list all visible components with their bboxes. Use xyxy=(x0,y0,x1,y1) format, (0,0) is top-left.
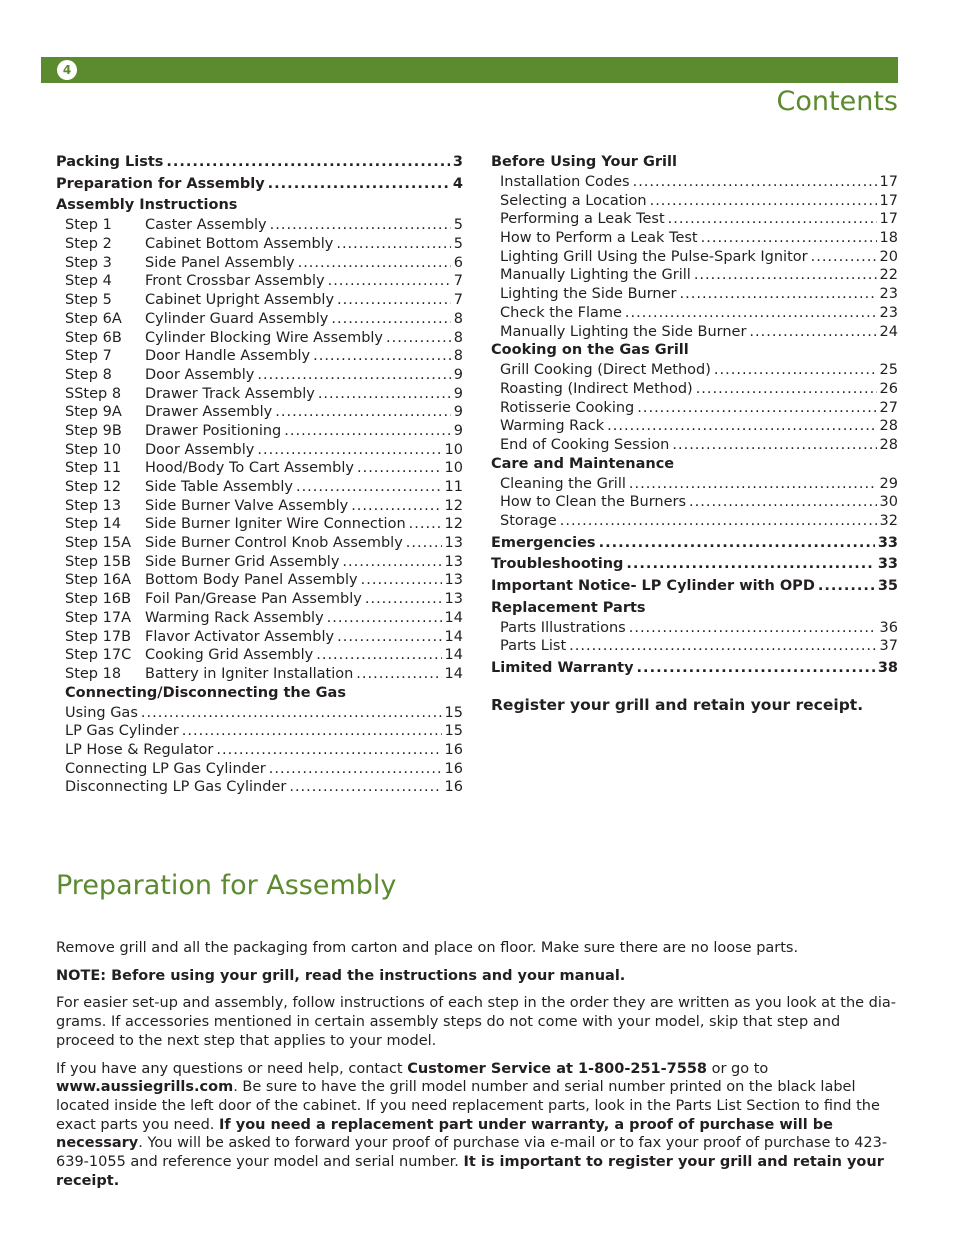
toc-entry[interactable] xyxy=(491,323,898,342)
toc-page-number: 6 xyxy=(453,254,463,271)
toc-entry[interactable]: Packing Lists ..... 3 xyxy=(56,153,463,172)
toc-cooking-list xyxy=(491,361,898,454)
toc-step-number: Step 18 xyxy=(65,665,122,682)
toc-leader-dots xyxy=(216,741,441,760)
toc-entry-label: Selecting a Location xyxy=(500,192,647,209)
toc-step-number: Step 4 xyxy=(65,273,112,290)
toc-leader-dots xyxy=(749,323,876,342)
toc-entry[interactable] xyxy=(56,628,463,647)
prep-note: NOTE: Before using your grill, read the instructions and your manual. xyxy=(56,967,626,984)
toc-entry-label: Lighting Grill Using the Pulse-Spark Ignitor xyxy=(500,248,808,265)
toc-leader-dots xyxy=(668,210,877,229)
toc-entry-label: Lighting the Side Burner xyxy=(500,286,677,303)
toc-leader-dots xyxy=(342,553,441,572)
toc-entry[interactable] xyxy=(491,637,898,656)
customer-service-phone: Customer Service at 1-800-251-7558 xyxy=(407,1060,707,1077)
toc-page-number: 13 xyxy=(444,535,463,552)
toc-section-heading: Care and Maintenance xyxy=(491,455,675,472)
toc-leader-dots xyxy=(289,778,441,797)
toc-entry-label: Manually Lighting the Grill xyxy=(500,267,691,284)
toc-before-list xyxy=(491,173,898,341)
toc-leader-dots xyxy=(357,459,442,478)
toc-step-number: Step 7 xyxy=(65,348,112,365)
page-number-badge: 4 xyxy=(57,60,77,80)
toc-step-number: Step 6B xyxy=(65,329,122,346)
toc-page-number: 8 xyxy=(453,329,463,346)
prep-paragraph: Remove grill and all the packaging from carton and place on floor. Make sure there are no loose parts. xyxy=(56,940,799,956)
toc-page-number: 9 xyxy=(453,404,463,421)
toc-entry-label: Drawer Assembly xyxy=(145,404,273,421)
toc-page-number: 24 xyxy=(879,323,898,340)
toc-entry-label: Cooking Grid Assembly xyxy=(145,647,314,664)
toc-page-number: 8 xyxy=(453,348,463,365)
toc-page-number: 9 xyxy=(453,385,463,402)
toc-page-number: 29 xyxy=(879,475,898,492)
toc-entry-label: Manually Lighting the Side Burner xyxy=(500,323,747,340)
toc-leader-dots xyxy=(689,493,877,512)
toc-entry-label: Parts Illustrations xyxy=(500,619,626,636)
toc-entry[interactable]: Emergencies ..... 33 xyxy=(491,534,898,553)
toc-page-number: 14 xyxy=(444,609,463,626)
toc-entry[interactable] xyxy=(491,192,898,211)
toc-page-number: 9 xyxy=(453,422,463,439)
toc-entry[interactable] xyxy=(56,291,463,310)
toc-leader-dots xyxy=(141,704,442,723)
toc-page-number: 23 xyxy=(879,304,898,321)
toc-page-number: 13 xyxy=(444,553,463,570)
toc-entry-label: Cleaning the Grill xyxy=(500,475,626,492)
toc-entry-label: How to Clean the Burners xyxy=(500,494,687,511)
contents-title: Contents xyxy=(776,86,898,117)
toc-leader-dots xyxy=(269,760,442,779)
toc-care-list xyxy=(491,475,898,531)
toc-leader-dots xyxy=(356,665,441,684)
toc-leader-dots xyxy=(336,235,450,254)
toc-entry[interactable]: Preparation for Assembly ..... 4 xyxy=(56,175,463,194)
toc-entry[interactable]: Troubleshooting ..... 33 xyxy=(491,555,898,574)
toc-page-number: 13 xyxy=(444,572,463,589)
toc-entry[interactable] xyxy=(491,304,898,323)
toc-step-number: SStep 8 xyxy=(65,385,122,402)
toc-entry-label: Roasting (Indirect Method) xyxy=(500,380,693,397)
toc-entry-label: Cabinet Upright Assembly xyxy=(145,292,335,309)
toc-leader-dots xyxy=(694,266,877,285)
register-note: Register your grill and retain your receipt. xyxy=(491,695,864,714)
toc-entry[interactable] xyxy=(56,646,463,665)
toc-leader-dots xyxy=(337,628,441,647)
toc-section-heading: Before Using Your Grill xyxy=(491,154,677,170)
toc-page-number: 17 xyxy=(879,192,898,209)
toc-leader-dots xyxy=(672,436,876,455)
toc-entry[interactable] xyxy=(56,272,463,291)
toc-page-number: 7 xyxy=(453,273,463,290)
toc-section-heading: Connecting/Disconnecting the Gas xyxy=(65,684,346,701)
toc-page-number: 7 xyxy=(453,292,463,309)
toc-leader-dots xyxy=(257,441,441,460)
toc-leader-dots xyxy=(318,385,451,404)
toc-entry-label: Warming Rack xyxy=(500,418,605,435)
toc-entry[interactable] xyxy=(491,173,898,192)
toc-step-number: Step 16A xyxy=(65,572,131,589)
toc-entry-label: Door Assembly xyxy=(145,366,255,383)
toc-leader-dots xyxy=(327,609,442,628)
toc-entry[interactable] xyxy=(56,534,463,553)
toc-leader-dots xyxy=(284,422,451,441)
toc-entry[interactable] xyxy=(56,459,463,478)
toc-page-number: 16 xyxy=(444,779,463,796)
toc-page-number: 16 xyxy=(444,741,463,758)
prep-contact-paragraph: If you have any questions or need help, contact Customer Service at 1-800-251-7558 or go to www.aussiegrills.com. Be sure to have the grill model number and serial number printed on the black label located inside the left door of the cabinet. If you need replacement parts, look in the Parts List Section to find the exact parts you need. If you need a replacement part under warranty, a proof of purchase will be necessary. You will be asked to forward your proof of purchase via e-mail or to fax your proof of purchase to 423-639-1055 and reference your model and serial number. It is important to register your grill and retain your receipt. xyxy=(56,1060,888,1189)
toc-leader-dots xyxy=(331,310,450,329)
toc-entry-label: Foil Pan/Grease Pan Assembly xyxy=(145,591,362,608)
toc-page-number: 27 xyxy=(879,399,898,416)
toc-entry-label: Side Burner Valve Assembly xyxy=(145,497,349,514)
toc-entry-label: Rotisserie Cooking xyxy=(500,399,635,416)
toc-entry[interactable] xyxy=(56,254,463,273)
toc-leader-dots xyxy=(625,304,877,323)
toc-page-number: 22 xyxy=(879,267,898,284)
toc-section-heading: Assembly Instructions xyxy=(56,197,238,214)
toc-entry[interactable] xyxy=(56,778,463,797)
toc-entry[interactable] xyxy=(491,493,898,512)
toc-step-number: Step 9B xyxy=(65,422,122,439)
toc-entry[interactable] xyxy=(56,590,463,609)
toc-entry-label: Door Handle Assembly xyxy=(145,348,311,365)
toc-step-number: Step 13 xyxy=(65,497,122,514)
toc-entry-label: Side Panel Assembly xyxy=(145,254,295,271)
toc-entry[interactable] xyxy=(56,704,463,723)
prep-body xyxy=(56,939,898,1199)
toc-left-column xyxy=(56,153,463,797)
toc-entry-label: Cylinder Guard Assembly xyxy=(145,310,329,327)
toc-page-number: 28 xyxy=(879,418,898,435)
toc-entry[interactable] xyxy=(491,417,898,436)
toc-step-number: Step 9A xyxy=(65,404,122,421)
toc-entry-label: Disconnecting LP Gas Cylinder xyxy=(65,779,287,796)
toc-gas-list xyxy=(56,704,463,797)
toc-entry-label: Side Burner Control Knob Assembly xyxy=(145,535,403,552)
toc-leader-dots xyxy=(257,366,450,385)
toc-page-number: 20 xyxy=(879,248,898,265)
toc-leader-dots xyxy=(607,417,876,436)
toc-leader-dots xyxy=(629,619,877,638)
prep-title: Preparation for Assembly xyxy=(56,870,397,901)
toc-leader-dots xyxy=(714,361,877,380)
toc-page-number: 26 xyxy=(879,380,898,397)
toc-step-number: Step 17C xyxy=(65,647,132,664)
toc-entry-label: Warming Rack Assembly xyxy=(145,609,324,626)
toc-page-number: 5 xyxy=(453,236,463,253)
toc-entry[interactable] xyxy=(56,553,463,572)
toc-entry-label: Side Burner Igniter Wire Connection xyxy=(145,516,406,533)
toc-entry-label: Door Assembly xyxy=(145,441,255,458)
toc-entry[interactable] xyxy=(56,310,463,329)
toc-entry[interactable] xyxy=(56,571,463,590)
toc-entry[interactable]: Important Notice- LP Cylinder with OPD ..... 35 xyxy=(491,577,898,596)
toc-leader-dots xyxy=(365,590,442,609)
toc-section-heading: Cooking on the Gas Grill xyxy=(491,342,689,359)
toc-entry[interactable] xyxy=(491,229,898,248)
toc-page-number: 23 xyxy=(879,286,898,303)
toc-step-number: Step 17A xyxy=(65,609,131,626)
toc-leader-dots xyxy=(409,515,442,534)
toc-page-number: 14 xyxy=(444,665,463,682)
toc-leader-dots xyxy=(351,497,441,516)
toc-entry[interactable] xyxy=(56,497,463,516)
toc-step-number: Step 15A xyxy=(65,535,131,552)
toc-step-number: Step 15B xyxy=(65,553,132,570)
toc-entry[interactable] xyxy=(56,515,463,534)
toc-entry-label: Grill Cooking (Direct Method) xyxy=(500,362,711,379)
toc-leader-dots xyxy=(337,291,451,310)
toc-entry-label: Caster Assembly xyxy=(145,217,267,234)
toc-leader-dots xyxy=(298,254,451,273)
toc-entry[interactable] xyxy=(56,760,463,779)
toc-entry-label: Side Table Assembly xyxy=(145,479,293,495)
toc-entry[interactable] xyxy=(56,722,463,741)
toc-entry-label: LP Gas Cylinder xyxy=(65,723,179,740)
website-link[interactable]: www.aussiegrills.com xyxy=(56,1079,234,1096)
toc-entry[interactable] xyxy=(56,741,463,760)
toc-leader-dots xyxy=(386,329,451,348)
toc-entry-label: Installation Codes xyxy=(500,174,630,190)
toc-entry[interactable] xyxy=(56,235,463,254)
header-bar xyxy=(41,57,898,83)
toc-entry-label: Bottom Body Panel Assembly xyxy=(145,572,358,589)
toc-page-number: 10 xyxy=(444,460,463,477)
toc-entry[interactable] xyxy=(56,441,463,460)
prep-paragraph: For easier set-up and assembly, follow instructions of each step in the order they are written as you look at the dia-grams. If accessories mentioned in certain assembly steps do not come with your model, skip that step and proceed to the next step that applies to your model. xyxy=(56,995,897,1049)
toc-page-number: 17 xyxy=(879,211,898,228)
toc-page-number: 15 xyxy=(444,723,463,740)
toc-entry[interactable] xyxy=(491,399,898,418)
toc-entry-label: Flavor Activator Assembly xyxy=(145,628,335,645)
toc-page-number: 11 xyxy=(444,479,463,495)
toc-entry[interactable] xyxy=(491,361,898,380)
toc-leader-dots xyxy=(701,229,877,248)
toc-step-number: Step 17B xyxy=(65,628,132,645)
toc-leader-dots xyxy=(680,285,877,304)
toc-page-number: 10 xyxy=(444,441,463,458)
toc-page-number: 37 xyxy=(879,638,898,655)
toc-step-number: Step 1 xyxy=(65,217,112,234)
toc-right-column xyxy=(491,153,898,715)
toc-entry-label: Drawer Positioning xyxy=(145,422,282,439)
toc-leader-dots xyxy=(316,646,441,665)
toc-step-number: Step 6A xyxy=(65,310,122,327)
toc-step-number: Step 2 xyxy=(65,236,112,253)
toc-page-number: 18 xyxy=(879,230,898,247)
toc-page-number: 25 xyxy=(879,362,898,379)
toc-leader-dots xyxy=(633,173,877,192)
toc-entry[interactable] xyxy=(56,216,463,235)
toc-step-number: Step 14 xyxy=(65,516,122,533)
toc-leader-dots xyxy=(811,248,877,267)
toc-entry[interactable] xyxy=(56,422,463,441)
toc-entry[interactable] xyxy=(491,475,898,494)
toc-page-number: 32 xyxy=(879,513,898,529)
toc-step-number: Step 5 xyxy=(65,292,112,309)
toc-entry-label: Hood/Body To Cart Assembly xyxy=(145,460,354,477)
toc-entry-label: Check the Flame xyxy=(500,304,622,321)
toc-entry[interactable] xyxy=(56,347,463,366)
toc-leader-dots xyxy=(275,403,451,422)
toc-entry[interactable] xyxy=(56,329,463,348)
toc-step-number: Step 12 xyxy=(65,479,122,495)
toc-entry[interactable]: Limited Warranty ..... 38 xyxy=(491,659,898,678)
toc-entry[interactable] xyxy=(491,380,898,399)
toc-page-number: 14 xyxy=(444,647,463,664)
toc-entry[interactable] xyxy=(491,619,898,638)
toc-entry[interactable] xyxy=(56,665,463,684)
toc-entry[interactable] xyxy=(491,210,898,229)
toc-page-number: 9 xyxy=(453,366,463,383)
toc-entry-label: Storage xyxy=(500,513,557,529)
toc-page-number: 12 xyxy=(444,516,463,533)
toc-entry[interactable] xyxy=(56,609,463,628)
toc-entry-label: Battery in Igniter Installation xyxy=(145,665,354,682)
toc-leader-dots xyxy=(569,637,876,656)
toc-entry-label: Performing a Leak Test xyxy=(500,211,665,228)
toc-leader-dots xyxy=(560,512,877,531)
toc-leader-dots xyxy=(637,399,876,418)
toc-entry[interactable] xyxy=(56,366,463,385)
toc-entry[interactable] xyxy=(491,512,898,531)
toc-leader-dots xyxy=(270,216,451,235)
toc-step-number: Step 8 xyxy=(65,366,112,383)
toc-steps-list xyxy=(56,216,463,683)
toc-entry-label: Drawer Track Assembly xyxy=(145,385,315,402)
toc-step-number: Step 11 xyxy=(65,460,122,477)
toc-entry-label: Cabinet Bottom Assembly xyxy=(145,236,334,253)
toc-page-number: 16 xyxy=(444,760,463,777)
toc-entry[interactable] xyxy=(56,385,463,404)
toc-page-number: 15 xyxy=(444,704,463,721)
toc-section-heading: Replacement Parts xyxy=(491,599,646,616)
toc-page-number: 8 xyxy=(453,310,463,327)
toc-leader-dots xyxy=(406,534,442,553)
toc-page-number: 14 xyxy=(444,628,463,645)
toc-entry-label: Parts List xyxy=(500,638,567,655)
toc-leader-dots xyxy=(696,380,877,399)
toc-entry[interactable] xyxy=(491,436,898,455)
toc-entry-label: How to Perform a Leak Test xyxy=(500,230,698,247)
toc-entry[interactable] xyxy=(56,403,463,422)
toc-page-number: 17 xyxy=(879,174,898,190)
toc-leader-dots xyxy=(182,722,442,741)
toc-leader-dots xyxy=(296,478,442,497)
toc-entry[interactable] xyxy=(491,266,898,285)
toc-entry[interactable] xyxy=(56,478,463,497)
toc-page-number: 30 xyxy=(879,494,898,511)
toc-page-number: 28 xyxy=(879,436,898,453)
toc-page-number: 13 xyxy=(444,591,463,608)
toc-entry-label: Front Crossbar Assembly xyxy=(145,273,325,290)
toc-leader-dots xyxy=(629,475,877,494)
toc-entry-label: Cylinder Blocking Wire Assembly xyxy=(145,329,384,346)
toc-page-number: 12 xyxy=(444,497,463,514)
toc-replacement-list xyxy=(491,619,898,656)
toc-leader-dots xyxy=(313,347,451,366)
toc-leader-dots xyxy=(328,272,451,291)
toc-leader-dots xyxy=(361,571,442,590)
toc-entry-label: Side Burner Grid Assembly xyxy=(145,553,340,570)
toc-entry-label: End of Cooking Session xyxy=(500,436,670,453)
toc-entry[interactable] xyxy=(491,285,898,304)
toc-entry-label: LP Hose & Regulator xyxy=(65,741,214,758)
toc-page-number: 5 xyxy=(453,217,463,234)
toc-step-number: Step 3 xyxy=(65,254,112,271)
toc-leader-dots xyxy=(650,192,877,211)
toc-step-number: Step 16B xyxy=(65,591,132,608)
toc-page-number: 36 xyxy=(879,619,898,636)
toc-step-number: Step 10 xyxy=(65,441,122,458)
toc-entry-label: Using Gas xyxy=(65,704,138,721)
toc-entry[interactable] xyxy=(491,248,898,267)
toc-entry-label: Connecting LP Gas Cylinder xyxy=(65,760,266,777)
